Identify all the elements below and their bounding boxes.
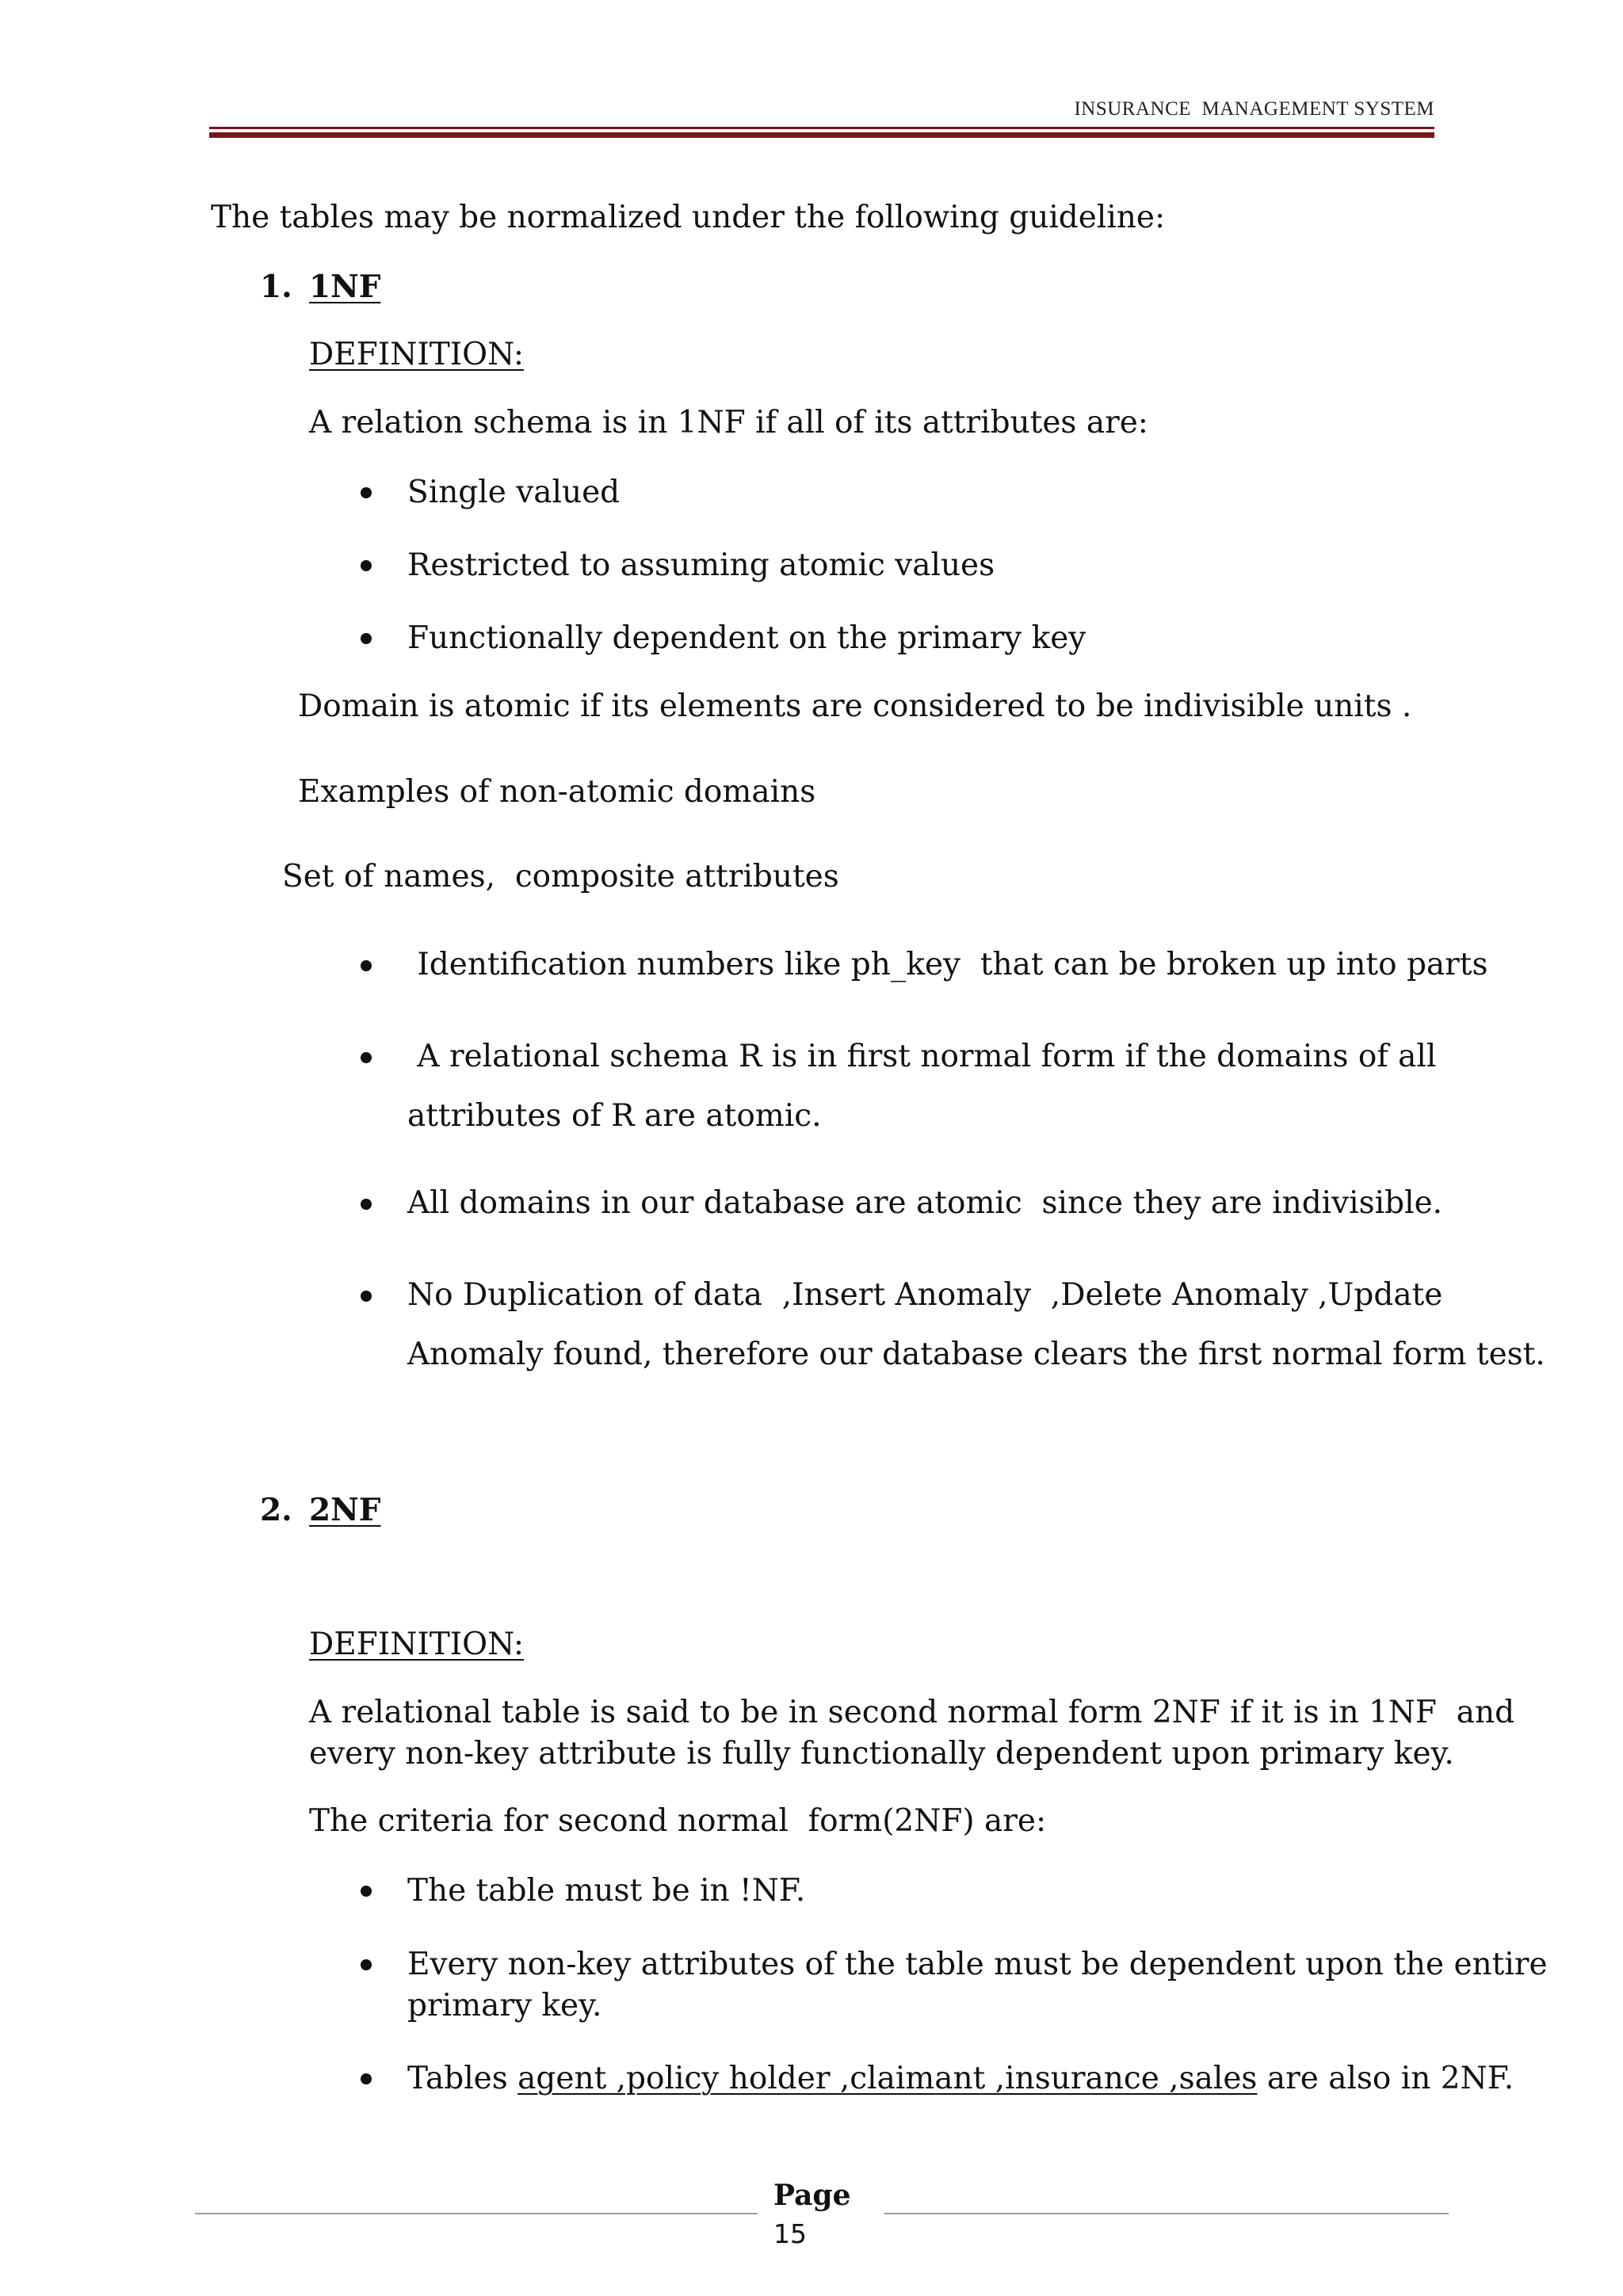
bullet-icon [361, 2073, 372, 2084]
footer-page-number: 15 [773, 2218, 807, 2249]
section-1-lead: A relation schema is in 1NF if all of its attributes are: [309, 405, 1148, 441]
running-header: INSURANCE MANAGEMENT SYSTEM [1074, 98, 1434, 120]
bullet-icon [361, 560, 372, 571]
section-2-bullet-continuation: primary key. [407, 1988, 602, 2023]
section-1-bullet: Single valued [407, 475, 621, 510]
examples-label: Examples of non-atomic domains [298, 774, 816, 810]
section-1-bullet: Functionally dependent on the primary key [407, 620, 1086, 656]
bullet-icon [361, 1291, 372, 1302]
intro-paragraph: The tables may be normalized under the following guideline: [211, 200, 1166, 235]
bullet-icon [361, 1052, 372, 1063]
section-2-definition-line: every non-key attribute is fully functionally dependent upon primary key. [309, 1736, 1454, 1772]
section-1-point-continuation: attributes of R are atomic. [407, 1098, 822, 1134]
bullet-icon [361, 487, 372, 498]
header-rule-thick [209, 132, 1434, 138]
tables-list: agent ,policy holder ,claimant ,insurance ,sales [517, 2061, 1258, 2096]
section-1-number: 1. [260, 269, 292, 305]
section-2-tables-line [407, 2059, 1514, 2099]
tables-prefix: Tables [407, 2061, 518, 2096]
section-2-bullet: Every non-key attributes of the table must be dependent upon the entire [407, 1947, 1548, 1982]
section-1-bullet: Restricted to assuming atomic values [407, 547, 995, 583]
tables-suffix: are also in 2NF. [1257, 2061, 1514, 2096]
section-2-definition-label: DEFINITION: [309, 1627, 525, 1662]
bullet-icon [361, 1959, 372, 1970]
section-2-heading: 2NF [309, 1492, 381, 1528]
section-2-criteria-label: The criteria for second normal form(2NF) are: [309, 1803, 1047, 1839]
section-2-number: 2. [260, 1492, 292, 1528]
section-2-bullet: The table must be in !NF. [407, 1873, 806, 1909]
section-1-definition-label: DEFINITION: [309, 337, 525, 372]
examples-text: Set of names, composite attributes [282, 859, 839, 894]
header-rule-thin [209, 127, 1434, 129]
section-1-point: No Duplication of data ,Insert Anomaly ,Delete Anomaly ,Update [407, 1277, 1443, 1313]
section-1-point: All domains in our database are atomic since they are indivisible. [407, 1185, 1443, 1221]
domain-note: Domain is atomic if its elements are considered to be indivisible units . [298, 688, 1412, 724]
section-1-point: A relational schema R is in first normal form if the domains of all [407, 1039, 1437, 1074]
footer-page-label: Page [773, 2179, 851, 2212]
bullet-icon [361, 1199, 372, 1210]
section-2-definition-line: A relational table is said to be in second normal form 2NF if it is in 1NF and [309, 1695, 1515, 1730]
section-1-heading: 1NF [309, 269, 381, 305]
footer-rule-right [884, 2213, 1449, 2214]
bullet-icon [361, 960, 372, 971]
footer-rule-left [195, 2213, 758, 2214]
section-1-point-continuation: Anomaly found, therefore our database clears the first normal form test. [407, 1337, 1545, 1372]
bullet-icon [361, 633, 372, 644]
section-1-point: Identification numbers like ph_key that can be broken up into parts [407, 947, 1488, 982]
bullet-icon [361, 1886, 372, 1897]
